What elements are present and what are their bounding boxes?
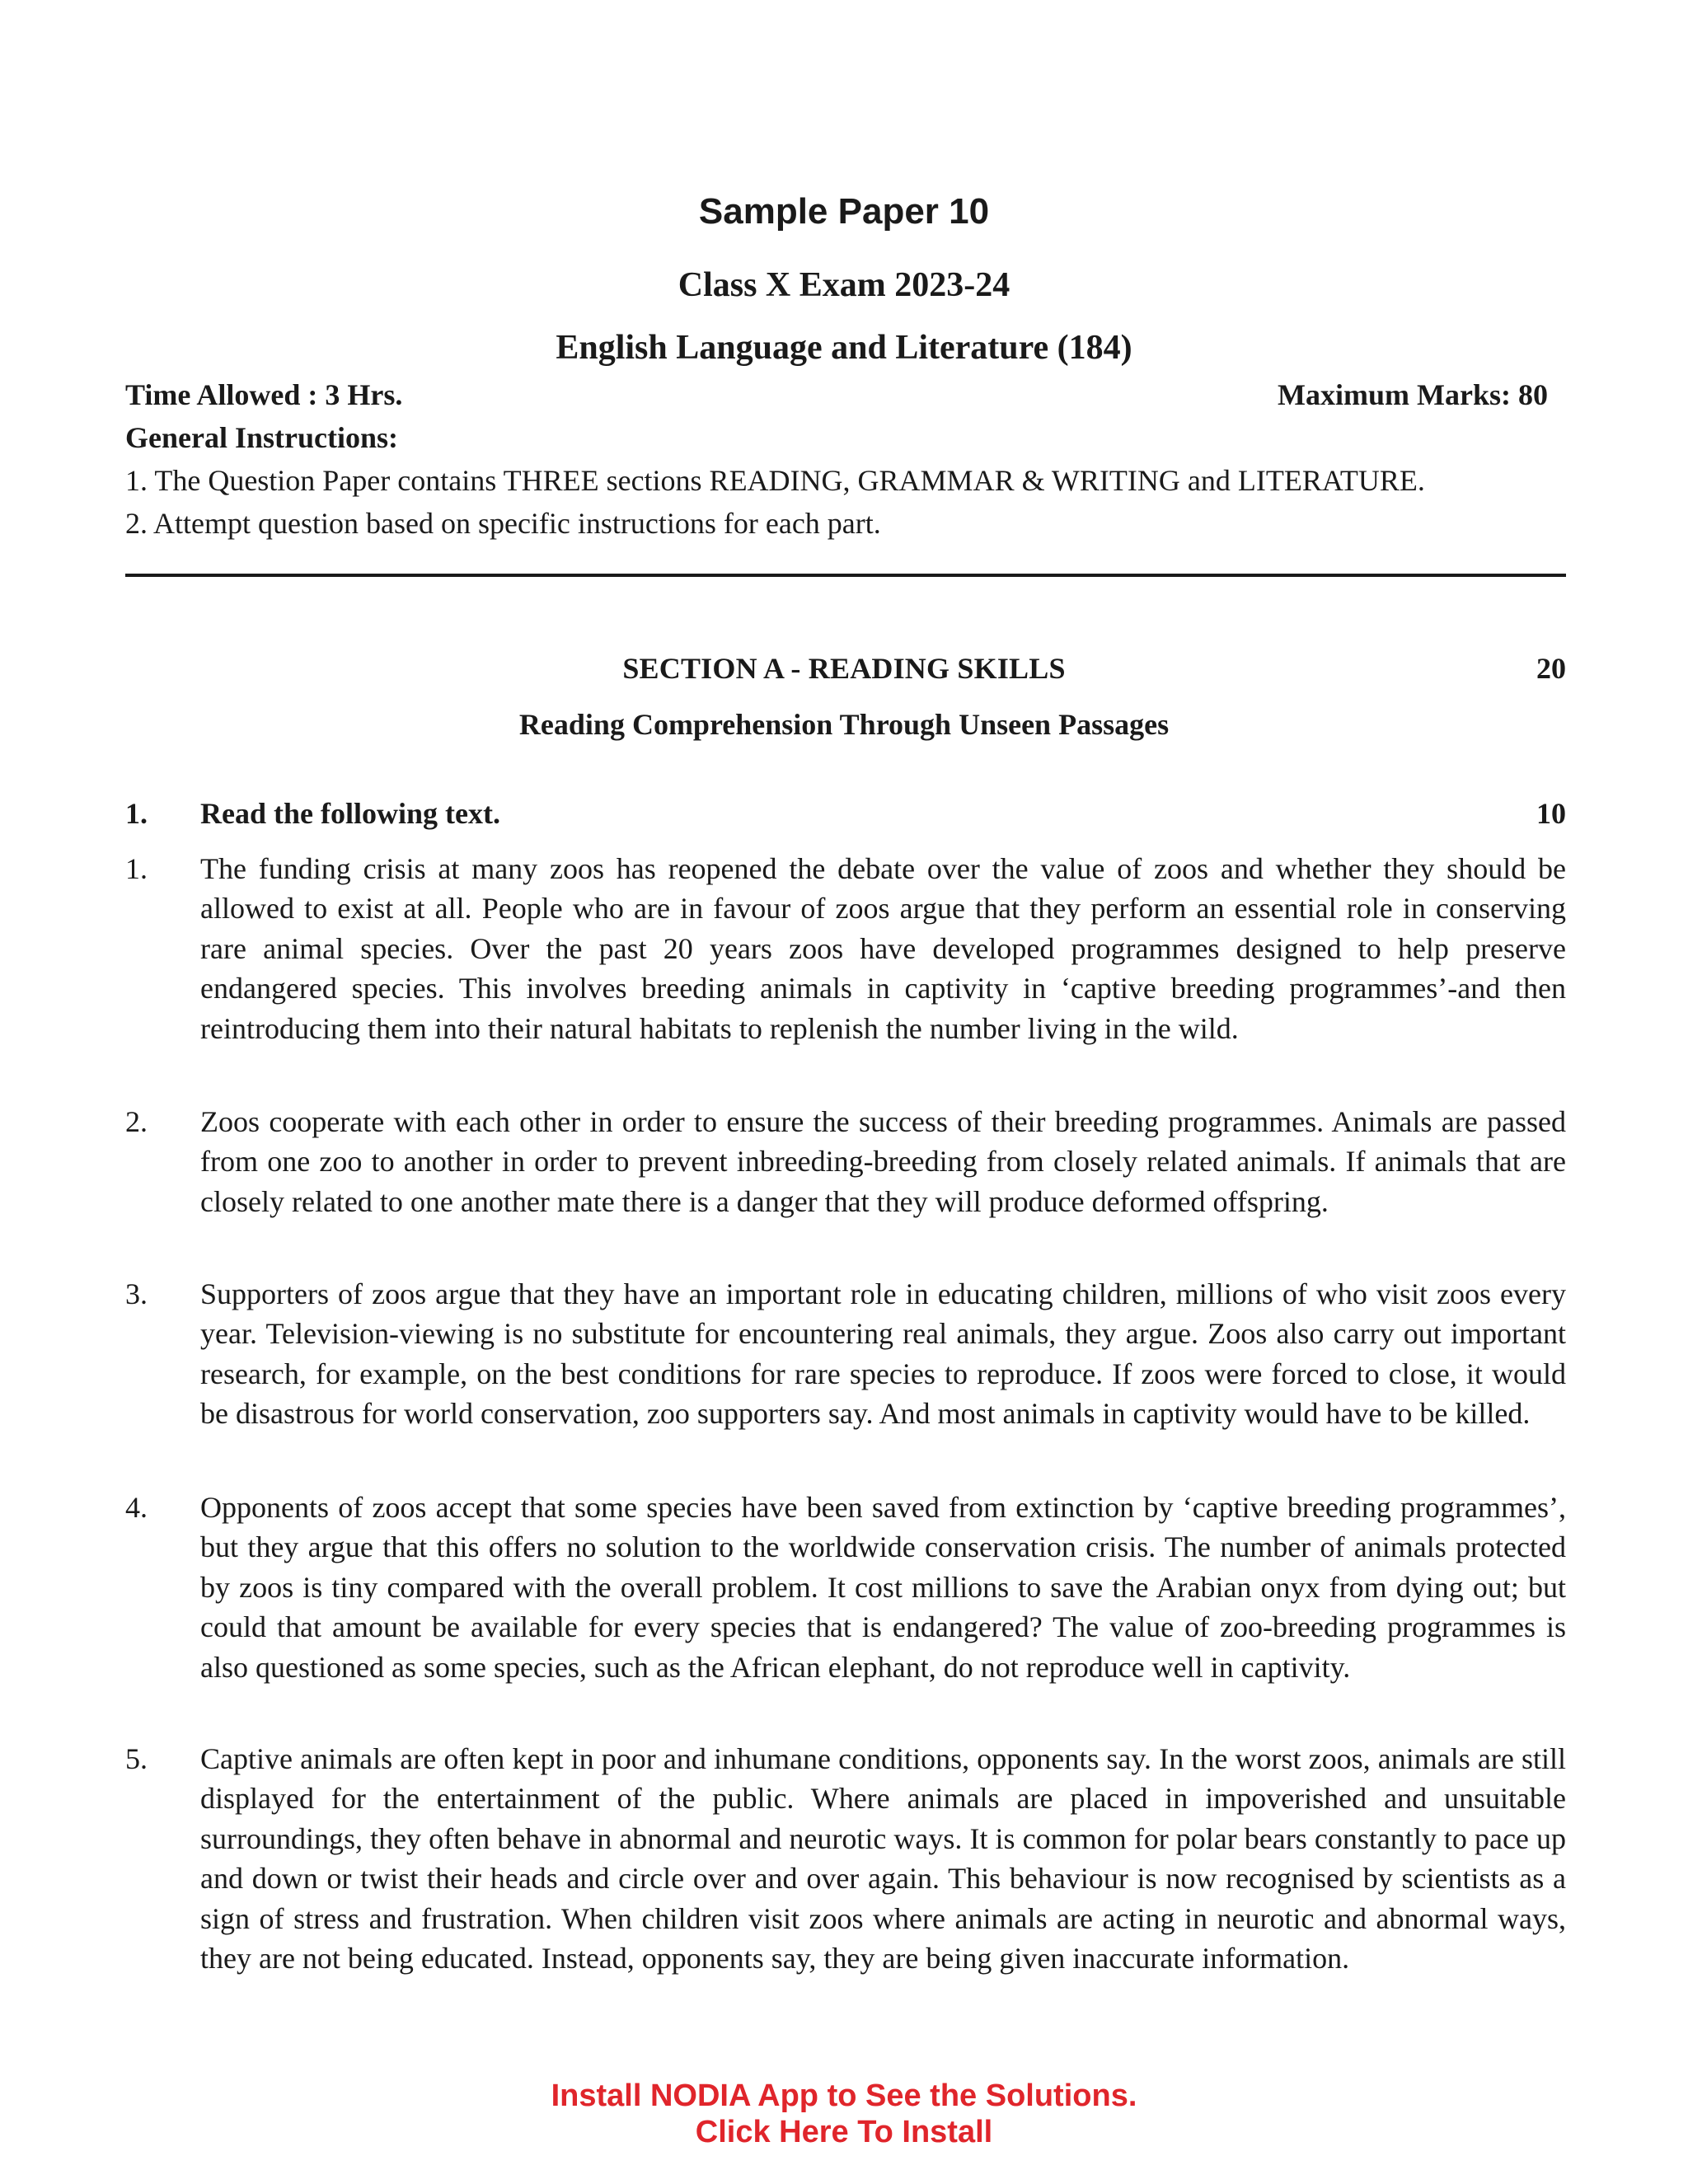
- question-prompt: Read the following text.: [200, 797, 500, 830]
- class-exam-heading: Class X Exam 2023-24: [678, 266, 1010, 304]
- paper-title: Sample Paper 10: [698, 191, 990, 232]
- paragraph-number: 4.: [125, 1491, 148, 1524]
- passage-paragraph: [125, 849, 1566, 1048]
- passage-paragraph: [125, 1274, 1566, 1434]
- question-marks: 10: [1536, 797, 1566, 830]
- paragraph-number: 2.: [125, 1105, 148, 1138]
- paragraph-number: 5.: [125, 1742, 148, 1775]
- paragraph-text: Captive animals are often kept in poor and inhumane conditions, opponents say. In the worst zoos, animals are still displayed for the entertainment of the public. Where animals are placed in impoverished and unsuitable surroundings, they often behave in abnormal and neurotic ways. It is common for polar bears constantly to pace up and down or twist their heads and circle over and over again. This behaviour is now recognised by scientists as a sign of stress and frustration. When children visit zoos where animals are acting in neurotic and abnormal ways, they are not being educated. Instead, opponents say, they are being given inaccurate information.: [200, 1742, 1566, 1975]
- install-app-banner[interactable]: Install NODIA App to See the Solutions.: [551, 2079, 1137, 2113]
- paragraph-text: The funding crisis at many zoos has reopened the debate over the value of zoos and whether they should be allowed to exist at all. People who are in favour of zoos argue that they perform an essential role in conserving rare animal species. Over the past 20 years zoos have developed programmes designed to help preserve endangered species. This involves breeding animals in captivity in ‘captive breeding programmes’-and then reintroducing them into their natural habitats to replenish the number living in the wild.: [200, 852, 1566, 1045]
- header-divider: [125, 574, 1566, 577]
- maximum-marks: Maximum Marks: 80: [1278, 378, 1548, 411]
- instruction-item: 1. The Question Paper contains THREE sections READING, GRAMMAR & WRITING and LITERATURE.: [125, 464, 1425, 497]
- passage-paragraph: [125, 1488, 1566, 1687]
- time-allowed: Time Allowed : 3 Hrs.: [125, 378, 403, 411]
- passage-paragraph: [125, 1102, 1566, 1221]
- paragraph-text: Opponents of zoos accept that some species have been saved from extinction by ‘captive breeding programmes’, but they argue that this offers no solution to the worldwide conservation crisis. The number of animals protected by zoos is tiny compared with the overall problem. It cost millions to save the Arabian onyx from dying out; but could that amount be available for every species that is endangered? The value of zoo-breeding programmes is also questioned as some species, such as the African elephant, do not reproduce well in captivity.: [200, 1491, 1566, 1684]
- section-subtitle: Reading Comprehension Through Unseen Passages: [518, 708, 1170, 741]
- paragraph-text: Zoos cooperate with each other in order to ensure the success of their breeding programmes. Animals are passed from one zoo to another in order to prevent inbreeding-breeding from closely related animals. If animals that are closely related to one another mate there is a danger that they will produce deformed offspring.: [200, 1105, 1566, 1218]
- section-marks: 20: [1536, 652, 1566, 685]
- passage-paragraph: [125, 1739, 1566, 1978]
- paragraph-text: Supporters of zoos argue that they have an important role in educating children, millions of who visit zoos every year. Television-viewing is no substitute for encountering real animals, they argue. Zoos also carry out important research, for example, on the best conditions for rare species to reproduce. If zoos were forced to close, it would be disastrous for world conservation, zoo supporters say. And most animals in captivity would have to be killed.: [200, 1277, 1566, 1431]
- instruction-item: 2. Attempt question based on specific instructions for each part.: [125, 507, 881, 540]
- paragraph-number: 1.: [125, 852, 148, 885]
- install-link[interactable]: Click Here To Install: [695, 2115, 993, 2149]
- section-title: SECTION A - READING SKILLS: [622, 652, 1066, 685]
- paragraph-number: 3.: [125, 1277, 148, 1310]
- question-number: 1.: [125, 797, 148, 830]
- subject-heading: English Language and Literature (184): [556, 329, 1132, 367]
- general-instructions-heading: General Instructions:: [125, 421, 398, 454]
